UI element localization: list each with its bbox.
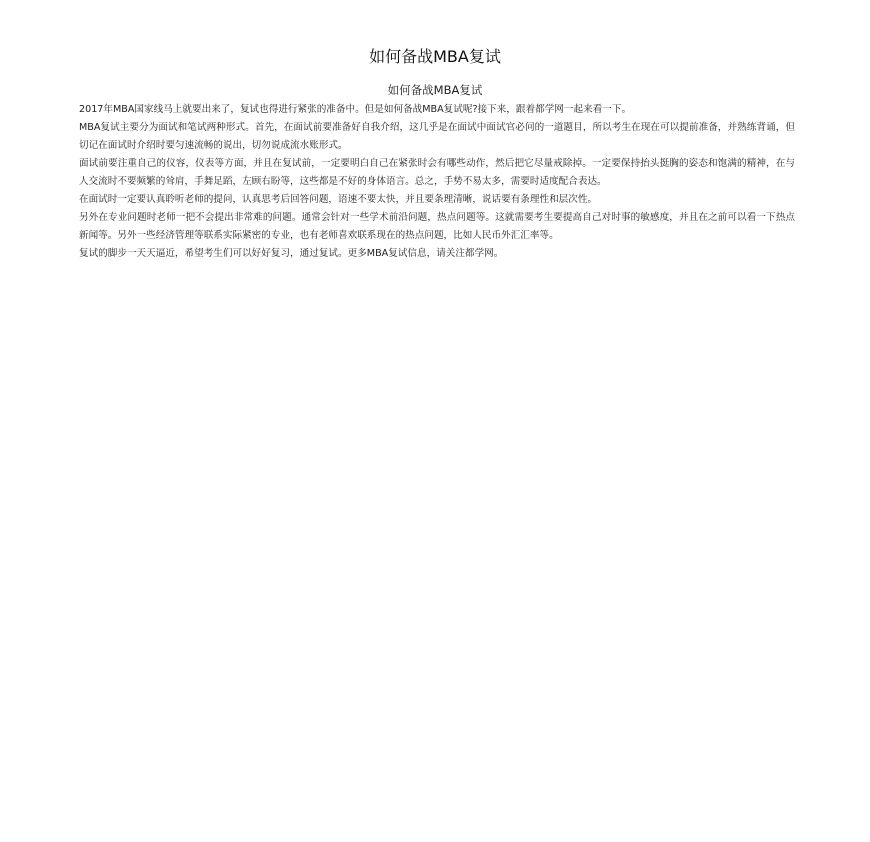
paragraph-appearance: 面试前要注重自己的仪容，仪表等方面，并且在复试前，一定要明白自己在紧张时会有哪些动作，然后把它尽量戒除掉。一定要保持抬头挺胸的姿态和饱满的精神，在与人交流时不要频繁的耸肩，手舞足蹈，左顾右盼等，这些都是不好的身体语言。总之，手势不易太多，需要时适度配合表达。: [79, 158, 795, 187]
paragraph-conclusion: 复试的脚步一天天逼近，希望考生们可以好好复习，通过复试。更多MBA复试信息，请关注都学网。: [79, 248, 504, 259]
paragraph-intro: 2017年MBA国家线马上就要出来了，复试也得进行紧张的准备中。但是如何备战MBA复试呢?接下来，跟着都学网一起来看一下。: [79, 104, 632, 115]
paragraph-self-introduction: MBA复试主要分为面试和笔试两种形式。首先，在面试前要准备好自我介绍，这几乎是在面试中面试官必问的一道题目，所以考生在现在可以提前准备，并熟练背诵，但切记在面试时介绍时要匀速流畅的说出，切勿说成流水账形式。: [79, 122, 795, 151]
document-title: 如何备战MBA复试: [369, 47, 501, 66]
document-body: [79, 101, 795, 263]
document-subtitle: 如何备战MBA复试: [387, 83, 483, 97]
paragraph-listening: 在面试时一定要认真聆听老师的提问，认真思考后回答问题，语速不要太快，并且要条理清晰，说话要有条理性和层次性。: [79, 194, 598, 205]
paragraph-professional-questions: 另外在专业问题时老师一把不会提出非常难的问题。通常会针对一些学术前沿问题，热点问题等。这就需要考生要提高自己对时事的敏感度，并且在之前可以看一下热点新闻等。另外一些经济管理等联系实际紧密的专业，也有老师喜欢联系现在的热点问题，比如人民币外汇汇率等。: [79, 212, 795, 241]
